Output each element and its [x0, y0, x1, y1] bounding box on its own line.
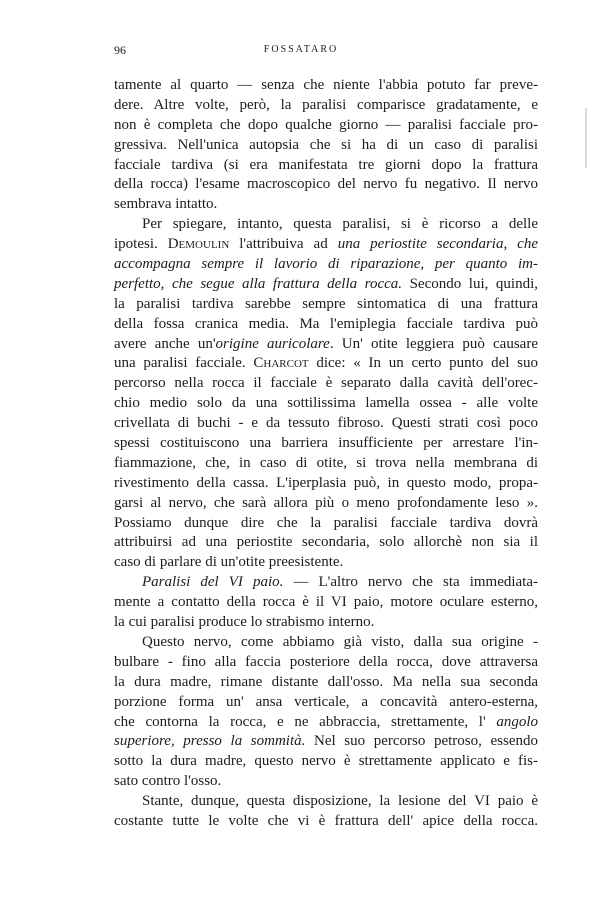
text-run: della rocca) l'esame macroscopico del nervo fu negativo. Il nervo: [114, 176, 538, 193]
text-run: sembrava intatto.: [114, 196, 218, 213]
text-line: [114, 335, 538, 355]
text-run: sato contro l'osso.: [114, 773, 222, 790]
text-line: [114, 354, 538, 374]
text-run: costante tutte le volte che vi è frattura dell' apice della rocca.: [114, 812, 538, 829]
text-line: [114, 215, 538, 235]
text-run: crivellata di buchi - e da tessuto fibroso. Questi strati così poco: [114, 415, 538, 432]
text-run: la dura madre, rimane distante dall'osso. Ma nella sua seconda: [114, 673, 538, 690]
text-run: della fossa cranica media. Ma l'emiplegia facciale tardiva può: [114, 315, 538, 332]
text-run: tamente al quarto — senza che niente l'abbia potuto far preve-: [114, 77, 538, 93]
text-run: ipotesi.: [114, 236, 168, 253]
text-line: [114, 235, 538, 255]
text-line: [114, 116, 538, 136]
text-run: bulbare - fino alla faccia posteriore della rocca, dove attraversa: [114, 653, 538, 670]
text-run: avere anche un': [114, 335, 216, 352]
page-number: 96: [114, 43, 126, 57]
text-run: dice: « In un certo punto del suo: [308, 355, 538, 372]
text-run: garsi al nervo, che sarà allora più o meno profondamente leso ».: [114, 494, 538, 511]
text-line: [114, 76, 538, 96]
text-line: [114, 514, 538, 534]
italic-text: una periostite secondaria, che: [337, 236, 538, 253]
text-run: facciale tardiva (si era manifestata tre giorni dopo la frattura: [114, 156, 538, 173]
text-run: rivestimento della cassa. L'iperplasia può, in questo modo, propa-: [114, 474, 538, 491]
text-line: [114, 295, 538, 315]
text-line: [114, 732, 538, 752]
text-run: spessi costituiscono una barriera insufficiente per arrestare l'in-: [114, 435, 538, 452]
italic-text: perfetto, che segue alla frattura della rocca.: [114, 275, 403, 292]
text-line: [114, 593, 538, 613]
text-line: [114, 96, 538, 116]
text-run: gressiva. Nell'unica autopsia che si ha di un caso di paralisi: [114, 136, 538, 153]
italic-text: origine auricolare: [215, 335, 330, 352]
text-line: [114, 792, 538, 812]
text-run: Possiamo dunque dire che la paralisi facciale tardiva dovrà: [114, 514, 538, 531]
text-line: [114, 156, 538, 176]
text-line: [114, 752, 538, 772]
text-run: Nel suo percorso petroso, essendo: [305, 733, 538, 750]
text-run: attribuirsi ad una periostite secondaria, solo allorchè non sia il: [114, 534, 538, 551]
text-line: [114, 275, 538, 295]
text-run: fiammazione, che, in caso di otite, si trova nella membrana di: [114, 454, 538, 471]
text-run: caso di parlare di un'otite preesistente.: [114, 554, 344, 571]
text-run: porzione forma un' ansa verticale, a concavità antero-esterna,: [114, 693, 538, 710]
text-line: [114, 673, 538, 693]
text-line: [114, 474, 538, 494]
text-line: [114, 633, 538, 653]
running-title: FOSSATARO: [263, 44, 339, 55]
text-run: una paralisi facciale.: [114, 355, 254, 372]
body-text: [114, 76, 538, 832]
text-line: [114, 374, 538, 394]
text-line: [114, 394, 538, 414]
author-name: Charcot: [253, 355, 309, 372]
text-line: [114, 255, 538, 275]
text-run: Stante, dunque, questa disposizione, la lesione del VI paio è: [142, 793, 538, 810]
text-line: [114, 613, 538, 633]
scan-edge-mark: [585, 108, 587, 168]
text-run: Secondo lui, quindi,: [402, 275, 539, 292]
text-line: [114, 772, 538, 792]
italic-text: Paralisi del VI paio.: [142, 574, 284, 591]
text-line: [114, 175, 538, 195]
text-run: non è completa che dopo qualche giorno — paralisi facciale pro-: [114, 116, 538, 133]
text-run: che contorna la rocca, e ne abbraccia, strettamente, l': [114, 713, 497, 730]
text-line: [114, 653, 538, 673]
text-line: [114, 533, 538, 553]
text-line: [114, 315, 538, 335]
text-run: mente a contatto della rocca è il VI paio, motore oculare esterno,: [114, 594, 538, 611]
italic-text: angolo: [496, 713, 538, 730]
author-name: Demoulin: [167, 236, 230, 253]
text-run: sotto la dura madre, questo nervo è strettamente applicato e fis-: [114, 753, 538, 770]
text-line: [114, 713, 538, 733]
text-run: . Un' otite leggiera può causare: [329, 335, 538, 352]
text-run: Questo nervo, come abbiamo già visto, dalla sua origine -: [142, 633, 538, 650]
text-run: chio medio solo da una sottilissima lamella ossea - alle volte: [114, 395, 538, 412]
text-line: [114, 454, 538, 474]
text-line: [114, 414, 538, 434]
text-line: [114, 693, 538, 713]
italic-text: accompagna sempre il lavorio di riparazione, per quanto im-: [114, 256, 538, 273]
text-run: percorso nella rocca il facciale è separato dalla cavità dell'orec-: [114, 375, 538, 392]
text-line: [114, 494, 538, 514]
text-run: — L'altro nervo che sta immediata-: [283, 574, 538, 591]
text-run: la paralisi tardiva sarebbe sempre sintomatica di una frattura: [114, 295, 538, 312]
text-run: dere. Altre volte, però, la paralisi comparisce gradatamente, e: [114, 96, 538, 113]
text-line: [114, 573, 538, 593]
text-line: [114, 195, 538, 215]
text-line: [114, 553, 538, 573]
text-run: Per spiegare, intanto, questa paralisi, si è ricorso a delle: [142, 216, 538, 233]
italic-text: superiore, presso la sommità.: [114, 733, 306, 750]
text-line: [114, 812, 538, 832]
text-line: [114, 136, 538, 156]
text-run: l'attribuiva ad: [229, 236, 338, 253]
text-line: [114, 434, 538, 454]
text-run: la cui paralisi produce lo strabismo interno.: [114, 614, 375, 631]
